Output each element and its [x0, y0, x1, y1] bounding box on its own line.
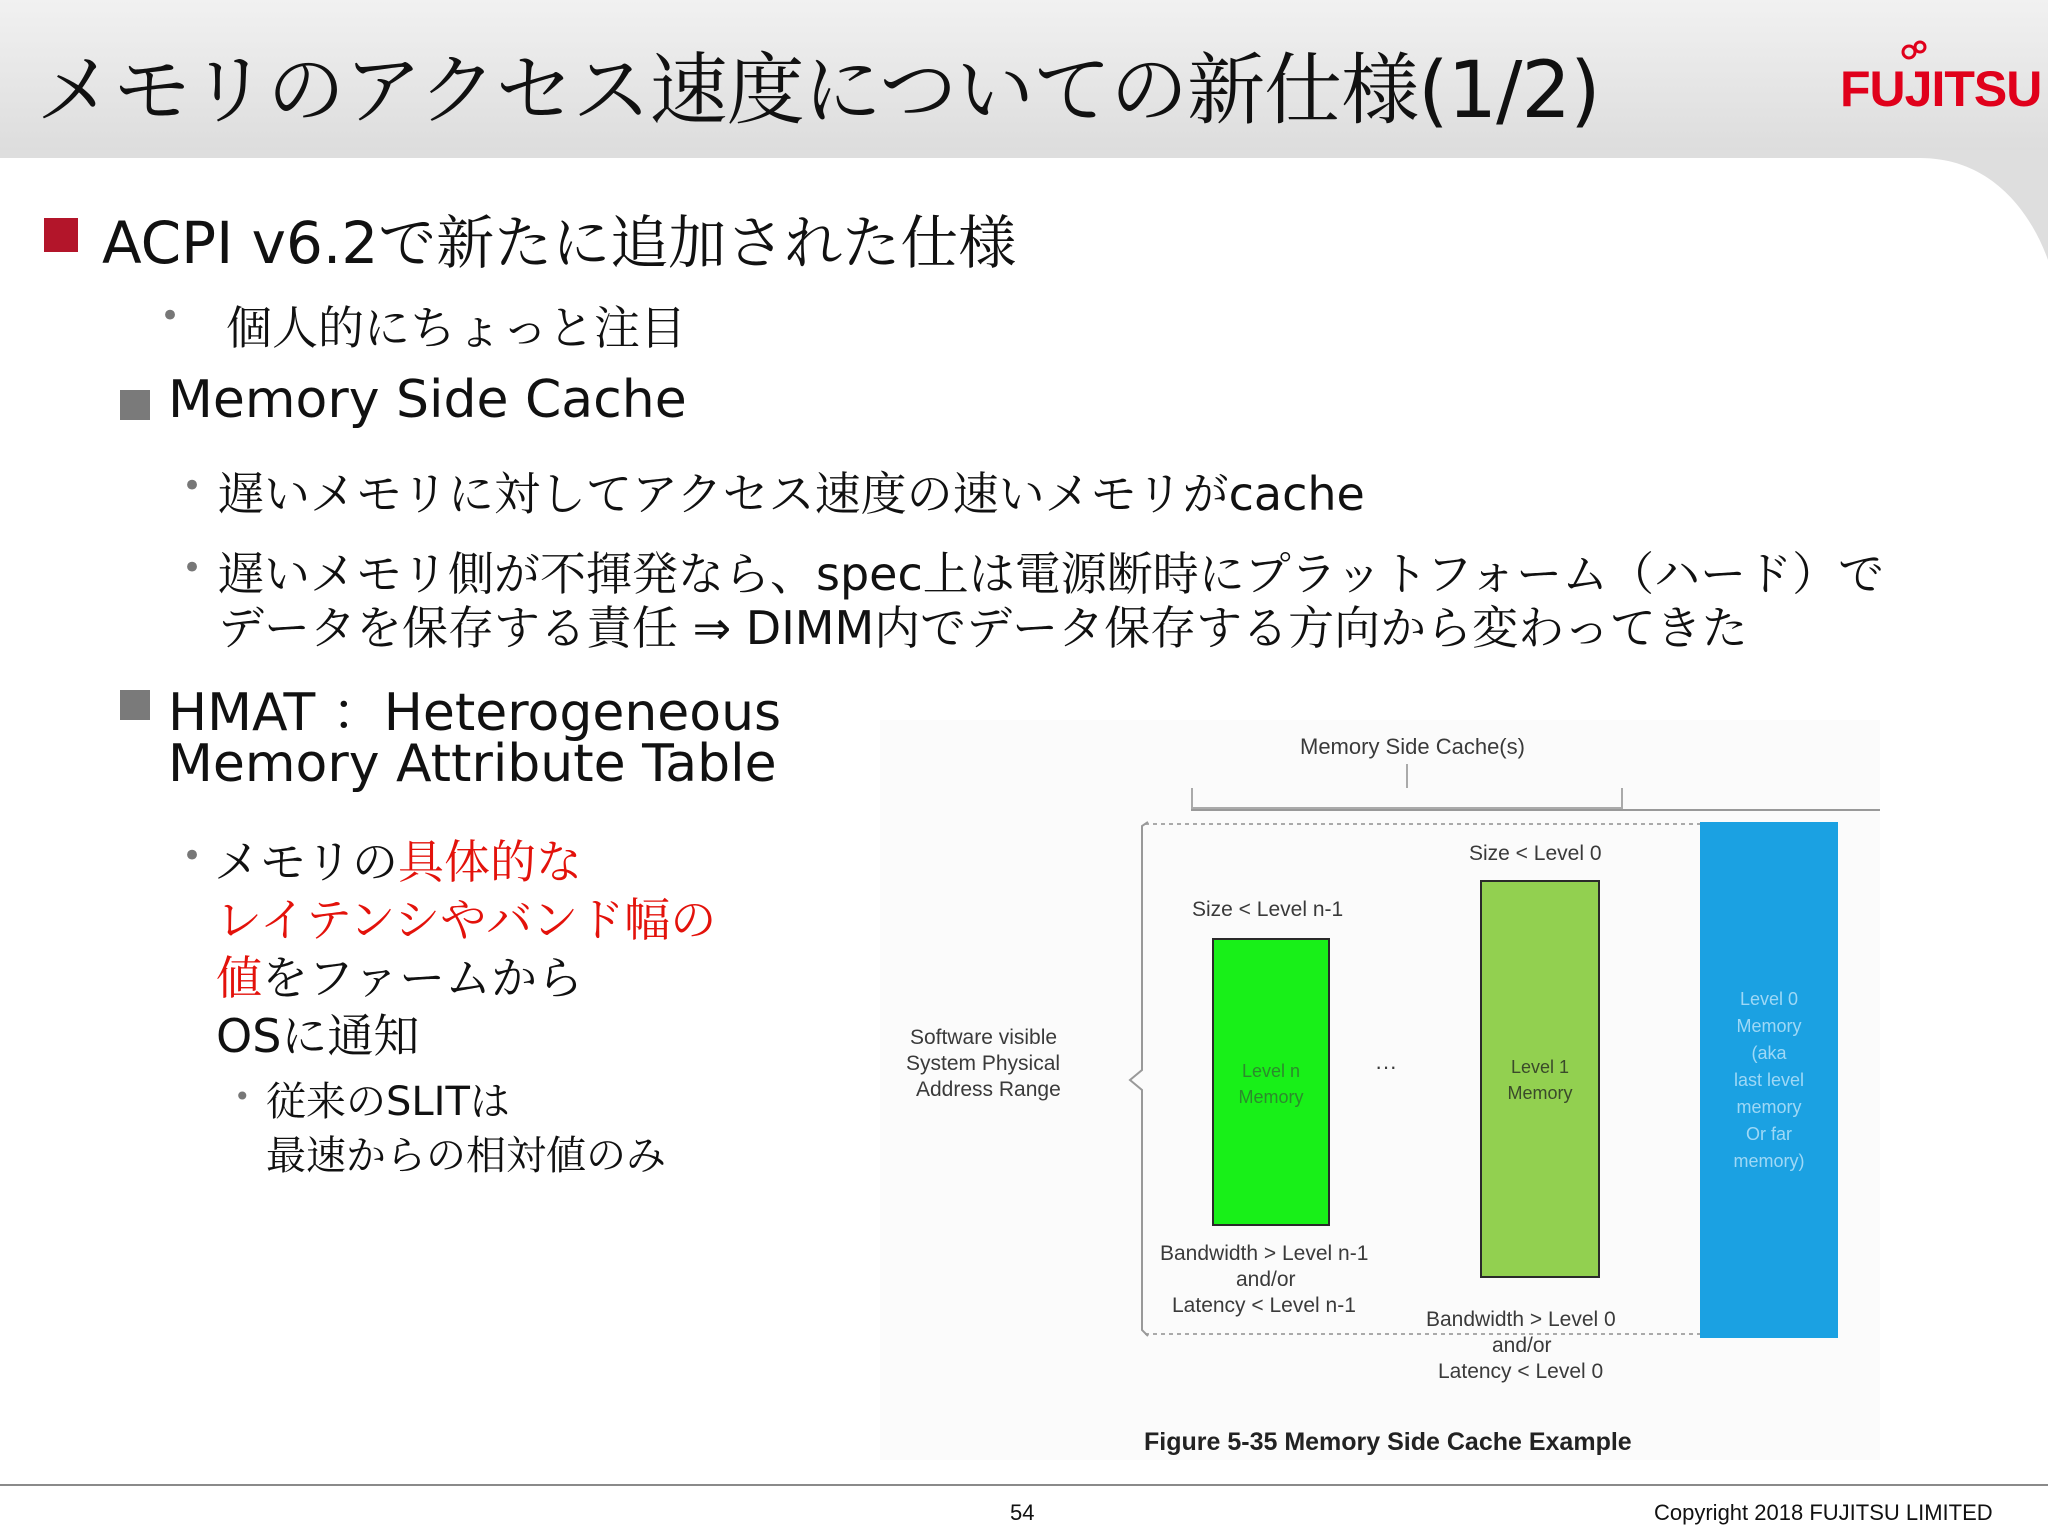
level-1-label-2: Memory: [1507, 1083, 1573, 1103]
copyright: Copyright 2018 FUJITSU LIMITED: [1654, 1500, 1993, 1525]
hmat-item-line1: [214, 826, 582, 892]
level-1-label: [1480, 1054, 1600, 1106]
level-n-andor-label: and/or: [1236, 1268, 1296, 1291]
level-n-label: [1212, 1058, 1330, 1110]
bullet-dot: •: [160, 296, 181, 336]
hmat-item-highlight-1: 具体的な: [398, 835, 582, 889]
hmat-item-rest: をファームから: [262, 951, 584, 1005]
bullet-square-gray: [120, 390, 150, 420]
acpi-note: 個人的にちょっと注目: [226, 301, 686, 355]
level-0-label-3: (aka: [1751, 1043, 1787, 1063]
level-n-bw-label: Bandwidth > Level n-1: [1160, 1242, 1369, 1265]
figure-left-label-1: Software visible: [910, 1026, 1058, 1049]
level-1-size-label: Size < Level 0: [1469, 842, 1602, 865]
footer-divider: [0, 1484, 2048, 1486]
level-1-label-1: Level 1: [1510, 1057, 1570, 1077]
level-n-size-label: Size < Level n-1: [1192, 898, 1344, 921]
slit-note-line1: 従来のSLITは: [266, 1079, 510, 1125]
bullet-dot: •: [234, 1080, 251, 1113]
level-1-bw-label: Bandwidth > Level 0: [1426, 1308, 1616, 1331]
figure-caption: Figure 5-35 Memory Side Cache Example: [1144, 1428, 1632, 1456]
cache-item-2: 遅いメモリ側が不揮発なら、spec上は電源断時にプラットフォーム（ハード）で: [218, 547, 1885, 601]
slit-note-line2: 最速からの相対値のみ: [266, 1133, 666, 1179]
page-number: 54: [1010, 1500, 1035, 1525]
heading-hmat-cont: Memory Attribute Table: [168, 734, 777, 794]
level-0-label-2: Memory: [1736, 1016, 1802, 1036]
slide-title: メモリのアクセス速度についての新仕様(1/2): [36, 46, 1600, 136]
ellipsis: ···: [1375, 1054, 1397, 1079]
memory-side-cache-figure: [880, 720, 1880, 1460]
hmat-item-line4: OSに通知: [216, 1009, 420, 1063]
bullet-dot: •: [182, 466, 203, 506]
fujitsu-logo-mark: [1900, 40, 1928, 62]
level-0-label-4: last level: [1733, 1070, 1805, 1090]
hmat-item-prefix: メモリの: [214, 835, 398, 889]
hmat-item-highlight-3: 値: [216, 951, 262, 1005]
hmat-item-highlight-2: レイテンシやバンド幅の: [216, 893, 717, 947]
figure-left-label-3: Address Range: [916, 1078, 1061, 1101]
level-0-label-6: Or far: [1745, 1124, 1792, 1144]
figure-left-label-2: System Physical: [906, 1052, 1061, 1075]
level-n-latency-label: Latency < Level n-1: [1172, 1294, 1356, 1317]
level-n-label-2: Memory: [1238, 1087, 1304, 1107]
cache-item-2-cont: データを保存する責任 ⇒ DIMM内でデータ保存する方向から変わってきた: [218, 601, 1748, 655]
heading-hmat: HMAT ：Heterogeneous: [168, 683, 782, 743]
level-0-label-7: memory): [1733, 1151, 1805, 1171]
level-0-label-1: Level 0: [1739, 989, 1799, 1009]
bullet-square-red: [44, 218, 78, 252]
cache-item-1: 遅いメモリに対してアクセス速度の速いメモリがcache: [218, 467, 1365, 521]
hmat-item-line3: [216, 942, 583, 1008]
level-1-latency-label: Latency < Level 0: [1438, 1360, 1604, 1383]
fujitsu-logo: FUJITSU: [1840, 61, 2042, 117]
level-0-label-5: memory: [1736, 1097, 1802, 1117]
bullet-dot: •: [182, 836, 203, 876]
level-1-andor-label: and/or: [1492, 1334, 1552, 1357]
level-n-label-1: Level n: [1241, 1061, 1301, 1081]
figure-top-label: Memory Side Cache(s): [1300, 734, 1525, 759]
bullet-dot: •: [182, 548, 203, 588]
heading-acpi: ACPI v6.2で新たに追加された仕様: [102, 209, 1017, 277]
bullet-square-gray: [120, 690, 150, 720]
heading-memory-side-cache: Memory Side Cache: [168, 370, 687, 430]
level-0-label: [1700, 986, 1838, 1175]
